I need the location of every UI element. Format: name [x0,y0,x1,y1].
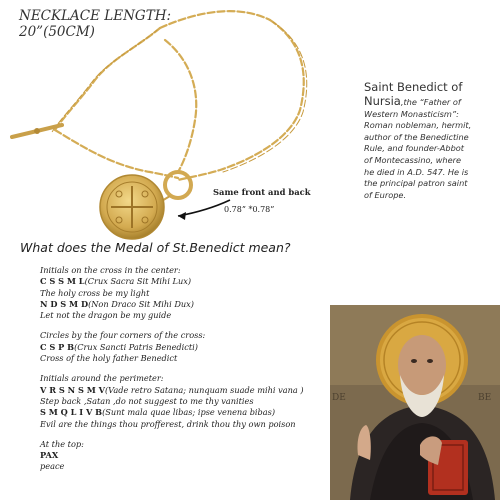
ndsmd-latin: (Non Draco Sit Mihi Dux) [88,298,194,309]
csml-meaning: The holy cross be my light [40,287,150,298]
smq-initials: S M Q L I V B [40,407,103,418]
necklace-length [19,8,171,40]
cspb-latin: (Crux Sancti Patris Benedicti) [74,341,198,352]
top-intro: At the top: [40,438,84,449]
saint-description [364,80,494,201]
saint-name-line2: Nursia [364,94,401,108]
medal-dimensions: 0.78” *0.78” [224,205,275,214]
vrs-latin: (Vade retro Satana; nunquam suade mihi vana ) [104,384,304,395]
saint-desc-line: he died in A.D. 547. He is [364,166,469,177]
necklace-length-label: NECKLACE LENGTH: [19,8,172,24]
saint-desc-line: of Europe. [364,189,407,200]
medal-meaning-body [40,265,370,473]
saint-desc-line: the principal patron saint [364,178,468,189]
ndsmd-meaning: Let not the dragon be my guide [40,310,172,321]
medal-coin [100,175,170,239]
measurement-arrow [178,200,230,220]
pax-meaning: peace [40,461,65,472]
toggle-bar [12,125,62,137]
cspb-meaning: Cross of the holy father Benedict [40,353,178,364]
medal-meaning-title: What does the Medal of St.Benedict mean? [20,240,291,255]
saint-desc-line: Rule, and founder-Abbot [364,143,464,154]
ndsmd-initials: N D S M D [40,298,89,309]
vrs-initials: V R S N S M V [40,384,105,395]
saint-desc-line: Roman nobleman, hermit, [364,120,472,131]
saint-desc-line: author of the Benedictine [364,131,469,142]
corners-intro: Circles by the four corners of the cross: [40,330,206,341]
saint-desc-line: ,the “Father of [400,97,461,107]
csml-latin: (Crux Sacra Sit Mihi Lux) [84,276,192,287]
perimeter-intro: Initials around the perimeter: [40,373,164,384]
smq-latin: (Sunt mala quae libas; ipse venena bibas) [102,407,276,418]
vrs-meaning: Step back ,Satan ,do not suggest to me thy vanities [40,395,254,406]
csml-initials: C S S M L [40,276,85,287]
saint-benedict-painting [330,305,500,500]
saint-desc-line: Western Monasticism”: [364,108,459,119]
svg-text:DE: DE [332,393,346,403]
smq-meaning: Evil are the things thou profferest, drink thou thy own poison [40,418,296,429]
saint-desc-line: of Montecassino, where [364,154,462,165]
cross-intro: Initials on the cross in the center: [40,265,181,275]
saint-name-line1: Saint Benedict of [364,80,463,94]
necklace-length-value: 20”(50CM) [19,24,95,40]
pax-initials: PAX [40,450,59,461]
svg-text:BE: BE [478,393,492,403]
toggle-ring [165,172,191,198]
same-front-back-label: Same front and back [213,187,311,197]
cspb-initials: C S P B [40,341,75,352]
